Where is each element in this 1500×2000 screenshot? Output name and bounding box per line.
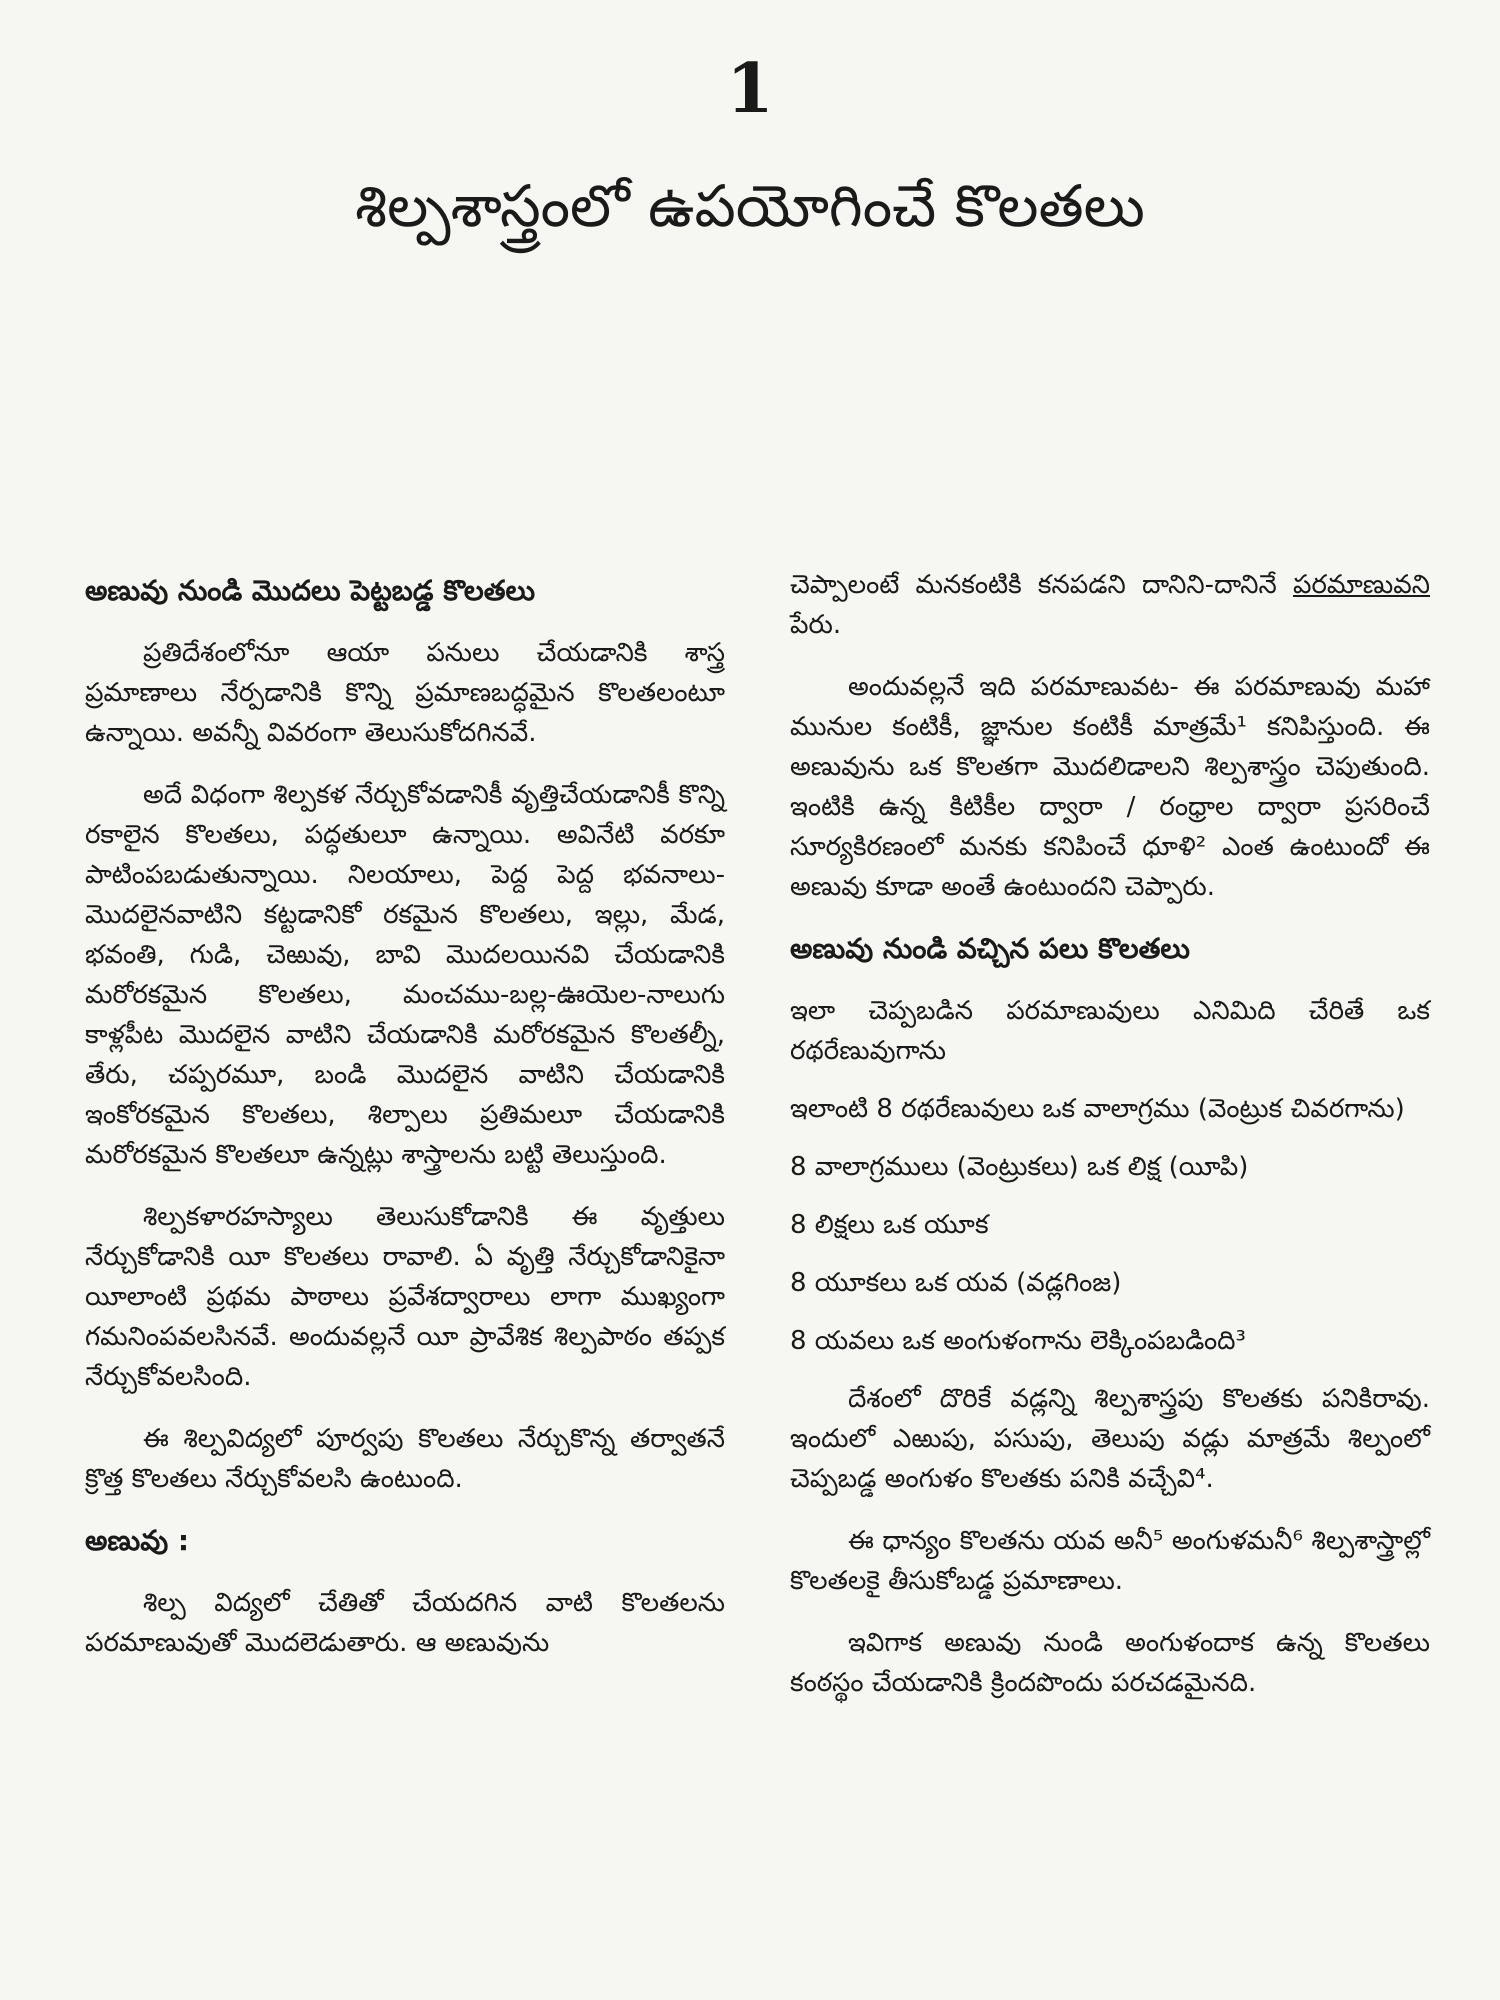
paragraph: ఈ శిల్పవిద్యలో పూర్వపు కొలతలు నేర్చుకొన్న తర్వాతనే క్రొత్త కొలతలు నేర్చుకోవలసి ఉంటుంది. — [85, 1424, 725, 1494]
chapter-number: 1 — [726, 49, 774, 129]
underlined-term: పరమాణువని — [1293, 570, 1430, 600]
paragraph: దేశంలో దొరికే వడ్లన్ని శిల్పశాస్త్రపు కొలతకు పనికిరావు. ఇందులో ఎఱుపు, పసుపు, తెలుపు వడ్లు మాత్రమే శిల్పంలో చెప్పబడ్డ అంగుళం కొలతకు పనికి వచ్చేవి⁴. — [790, 1384, 1430, 1494]
text: పేరు. — [790, 610, 842, 640]
paragraph — [790, 565, 1430, 645]
section-heading-derived-measures: అణువు నుండి వచ్చిన పలు కొలతలు — [790, 932, 1190, 965]
paragraph: శిల్ప విద్యలో చేతితో చేయదగిన వాటి కొలతలను పరమాణువుతో మొదలెడుతారు. ఆ అణువును — [85, 1588, 725, 1658]
paragraph: శిల్పకళారహస్యాలు తెలుసుకోడానికి ఈ వృత్తులు నేర్చుకోడానికి యీ కొలతలు రావాలి. ఏ వృత్తి నేర్చుకోడానికైనా యీలాంటి ప్రథమ పాఠాలు ప్రవేశద్వారాలు లాగా ముఖ్యంగా గమనింపవలసినవే. అందువల్లనే యీ ప్రావేశిక శిల్పపాఠం తప్పక నేర్చుకోవలసింది. — [85, 1202, 725, 1392]
paragraph: అందువల్లనే ఇది పరమాణువట- ఈ పరమాణువు మహా మునుల కంటికీ, జ్ఞానుల కంటికీ మాత్రమే¹ కనిపిస్తుంది. ఈ అణువును ఒక కొలతగా మొదలిడాలని శిల్పశాస్త్రం చెపుతుంది. ఇంటికి ఉన్న కిటికీల ద్వారా / రంధ్రాల ద్వారా ప్రసరించే సూర్యకిరణంలో మనకు కనిపించే ధూళి² ఎంత ఉంటుందో ఈ అణువు కూడా అంతే ఉంటుందని చెప్పారు. — [790, 672, 1430, 902]
right-column — [790, 565, 1430, 1725]
measure-item: 8 లిక్షలు ఒక యూక — [790, 1210, 989, 1240]
left-column — [85, 565, 725, 1685]
measure-item: ఇలా చెప్పబడిన పరమాణువులు ఎనిమిది చేరితే ఒక రథరేణువుగాను — [790, 996, 1430, 1066]
measure-item: 8 యూకలు ఒక యవ (వడ్లగింజ) — [790, 1268, 1122, 1298]
chapter-title: శిల్పశాస్త్రంలో ఉపయోగించే కొలతలు — [355, 172, 1145, 240]
text: చెప్పాలంటే మనకంటికి కనపడని దానిని-దానినే — [790, 570, 1294, 600]
paragraph: ఈ ధాన్యం కొలతను యవ అనీ⁵ అంగుళమనీ⁶ శిల్పశాస్త్రాల్లో కొలతలకై తీసుకోబడ్డ ప్రమాణాలు. — [790, 1526, 1430, 1596]
paragraph: ఇవిగాక అణువు నుండి అంగుళందాక ఉన్న కొలతలు కంఠస్థం చేయడానికి క్రిందపొందు పరచడమైనది. — [790, 1628, 1430, 1698]
section-heading-atom: అణువు : — [85, 1524, 190, 1557]
paragraph: ప్రతిదేశంలోనూ ఆయా పనులు చేయడానికి శాస్త్ర ప్రమాణాలు నేర్పడానికి కొన్ని ప్రమాణబద్ధమైన కొలతలంటూ ఉన్నాయి. అవన్నీ వివరంగా తెలుసుకోదగినవే. — [85, 638, 725, 748]
measure-item: ఇలాంటి 8 రథరేణువులు ఒక వాలాగ్రము (వెంట్రుక చివరగాను) — [790, 1094, 1405, 1124]
measure-item: 8 వాలాగ్రములు (వెంట్రుకలు) ఒక లిక్ష (యీపి) — [790, 1152, 1249, 1182]
measure-item: 8 యవలు ఒక అంగుళంగాను లెక్కింపబడింది³ — [790, 1326, 1246, 1356]
section-heading-atom-measures: అణువు నుండి మొదలు పెట్టబడ్డ కొలతలు — [85, 574, 536, 607]
paragraph: అదే విధంగా శిల్పకళ నేర్చుకోవడానికీ వృత్తిచేయడానికీ కొన్ని రకాలైన కొలతలు, పద్ధతులూ ఉన్నాయి. అవినేటి వరకూ పాటింపబడుతున్నాయి. నిలయాలు, పెద్ద పెద్ద భవనాలు-మొదలైనవాటిని కట్టడానికో రకమైన కొలతలు, ఇల్లు, మేడ, భవంతి, గుడి, చెఱువు, బావి మొదలయినవి చేయడానికి మరోరకమైన కొలతలు, మంచము-బల్ల-ఊయెల-నాలుగు కాళ్లపీట మొదలైన వాటిని చేయడానికి మరోరకమైన కొలతల్నీ, తేరు, చప్పరమూ, బండి మొదలైన వాటిని చేయడానికి ఇంకోరకమైన కొలతలు, శిల్పాలు ప్రతిమలూ చేయడానికి మరోరకమైన కొలతలూ ఉన్నట్లు శాస్త్రాలను బట్టి తెలుస్తుంది. — [85, 780, 725, 1170]
